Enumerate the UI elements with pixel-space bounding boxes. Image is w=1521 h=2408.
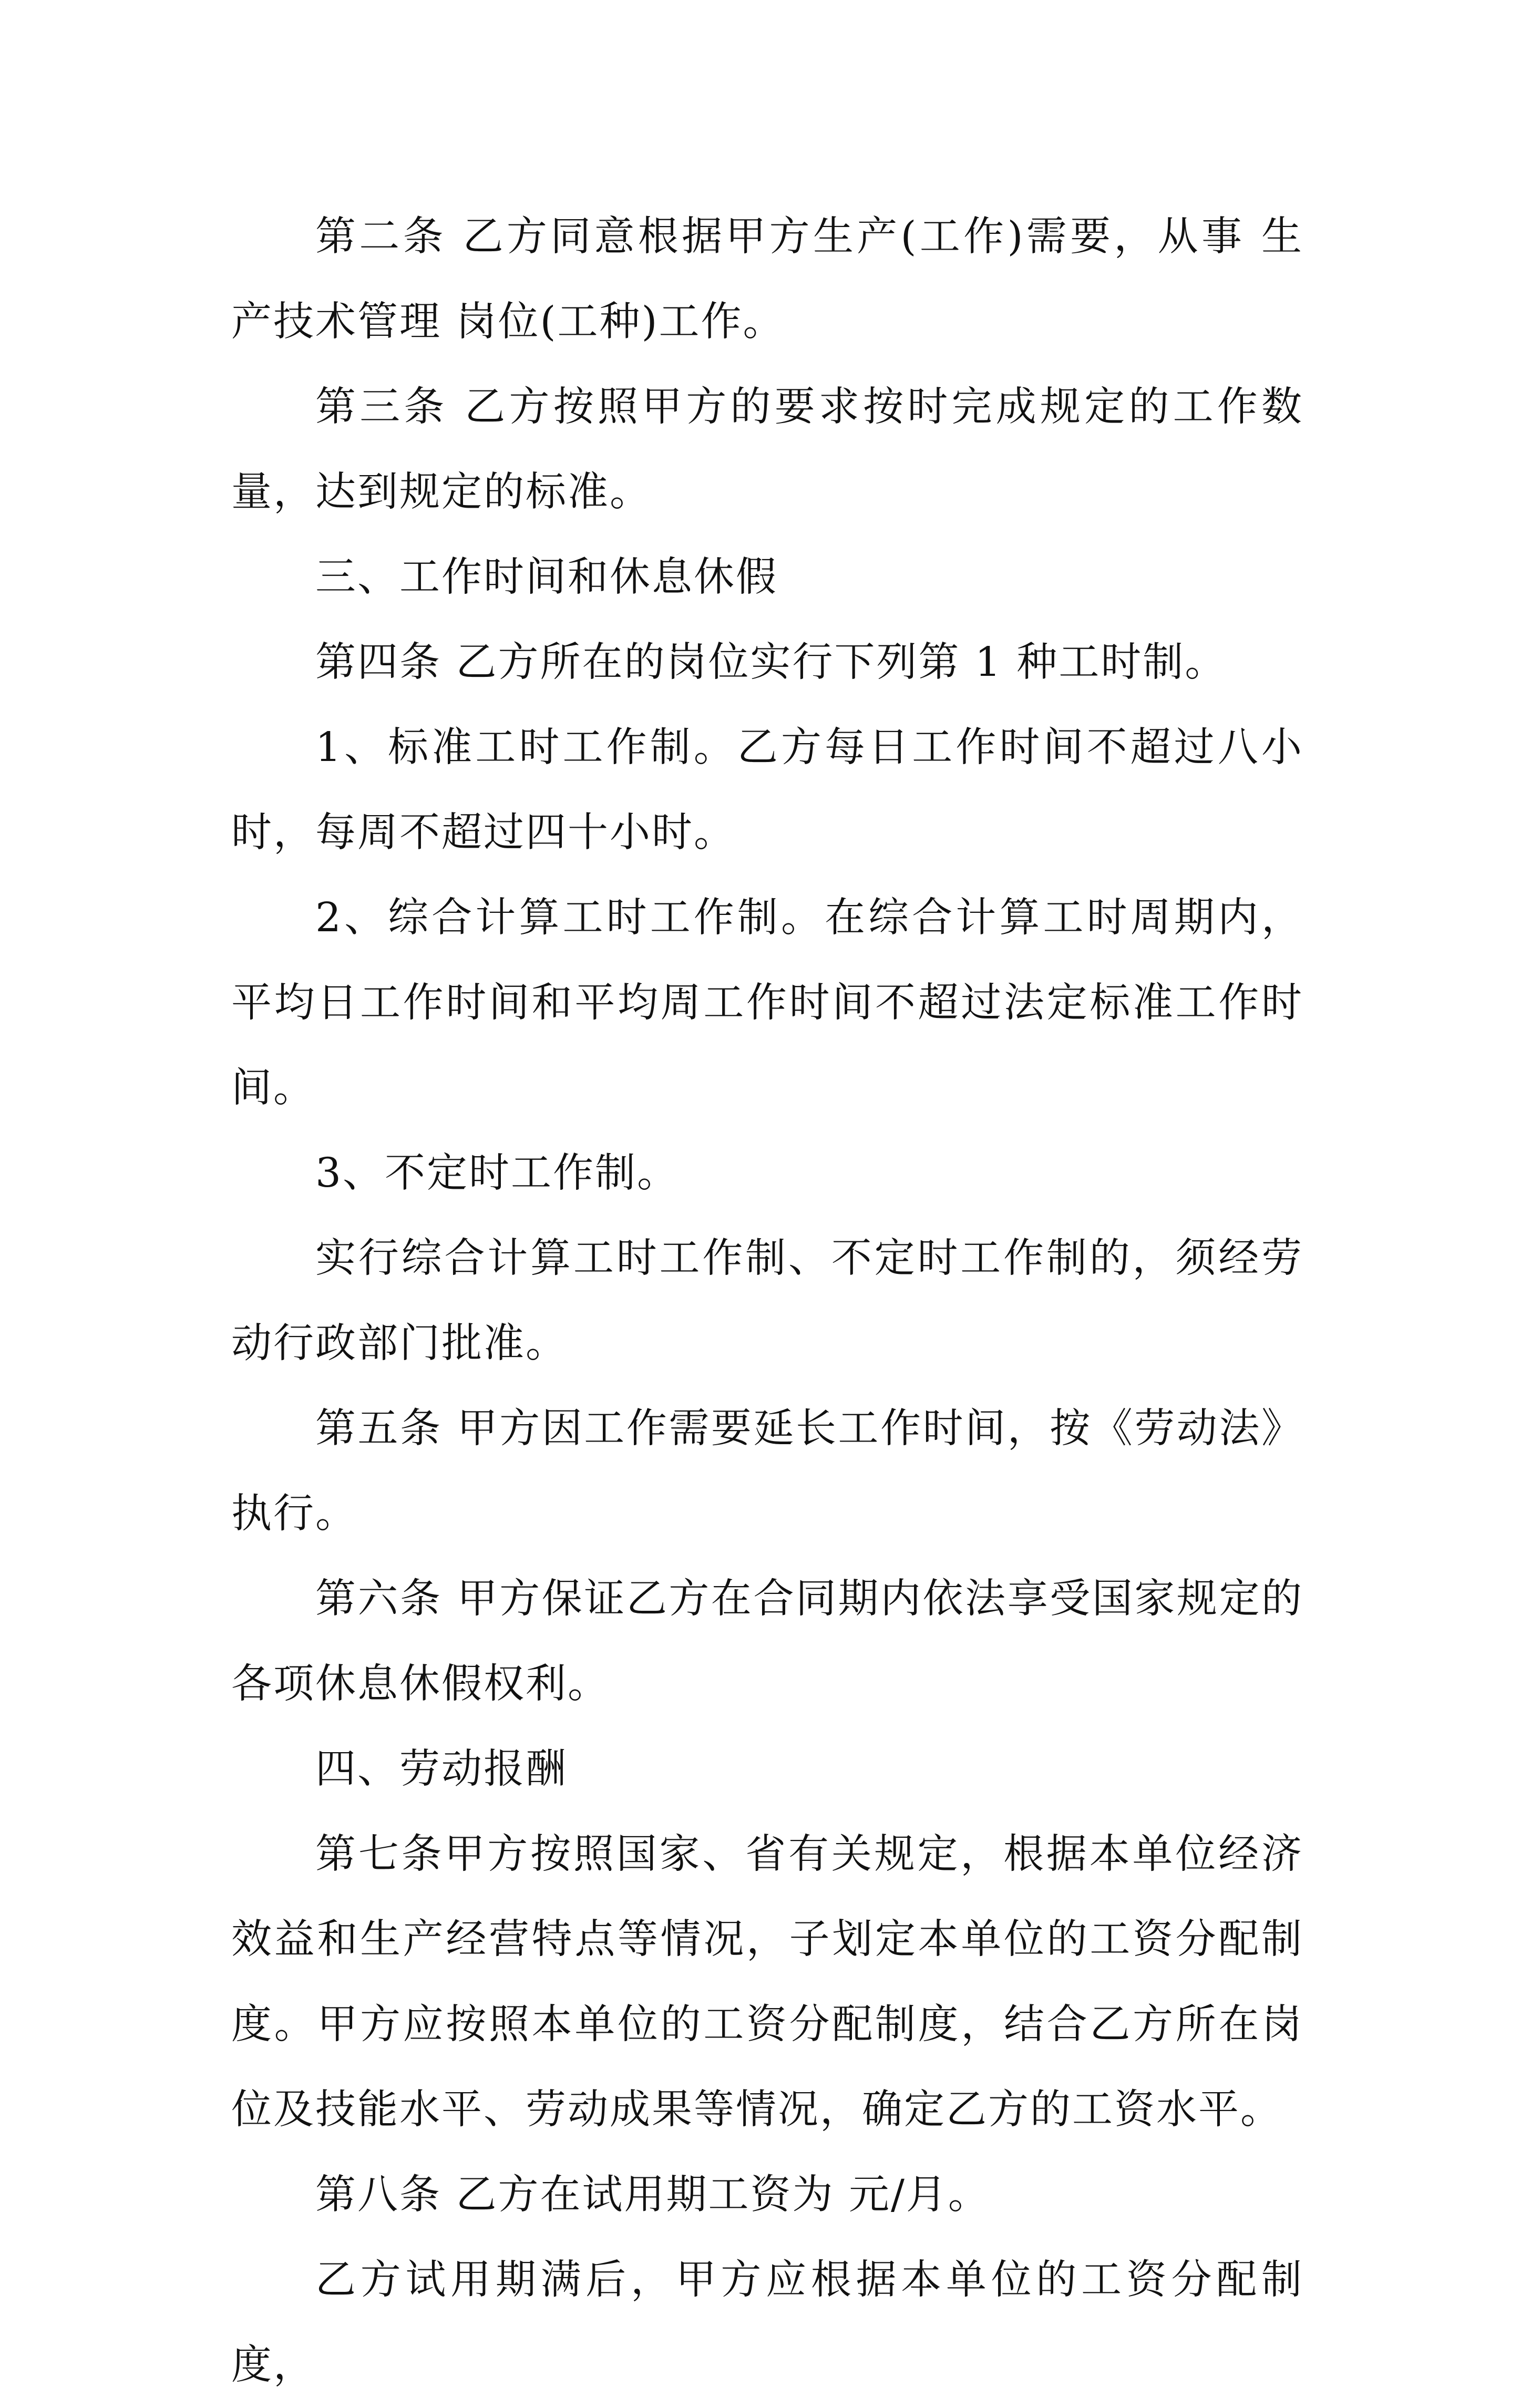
section-heading-remuneration: 四、劳动报酬: [315, 1746, 568, 1793]
list-item-flexible-hours: 3、不定时工作制。: [315, 1150, 679, 1197]
clause-3: 第三条 乙方按照甲方的要求按时完成规定的工作数量，达到规定的标准。: [231, 384, 1303, 516]
clause-2: 第二条 乙方同意根据甲方生产(工作)需要，从事 生产技术管理 岗位(工种)工作。: [231, 213, 1303, 345]
document-body: [231, 194, 1303, 2408]
list-item-comprehensive-hours: 2、综合计算工时工作制。在综合计算工时周期内，平均日工作时间和平均周工作时间不超过法定标准工作时间。: [231, 894, 1303, 1112]
post-probation-paragraph: 乙方试用期满后，甲方应根据本单位的工资分配制度，: [231, 2257, 1303, 2389]
approval-note: 实行综合计算工时工作制、不定时工作制的，须经劳动行政部门批准。: [231, 1235, 1303, 1367]
clause-4: 第四条 乙方所在的岗位实行下列第 1 种工时制。: [315, 639, 1227, 686]
section-heading-work-hours: 三、工作时间和休息休假: [315, 554, 778, 601]
list-item-standard-hours: 1、标准工时工作制。乙方每日工作时间不超过八小时，每周不超过四十小时。: [231, 724, 1303, 856]
clause-6: 第六条 甲方保证乙方在合同期内依法享受国家规定的各项休息休假权利。: [231, 1576, 1303, 1707]
clause-7: 第七条甲方按照国家、省有关规定，根据本单位经济效益和生产经营特点等情况，子划定本单位的工资分配制度。甲方应按照本单位的工资分配制度，结合乙方所在岗位及技能水平、劳动成果等情况，确定乙方的工资水平。: [231, 1831, 1303, 2133]
clause-8: 第八条 乙方在试用期工资为 元/月。: [315, 2172, 990, 2218]
clause-5: 第五条 甲方因工作需要延长工作时间，按《劳动法》执行。: [231, 1405, 1303, 1537]
